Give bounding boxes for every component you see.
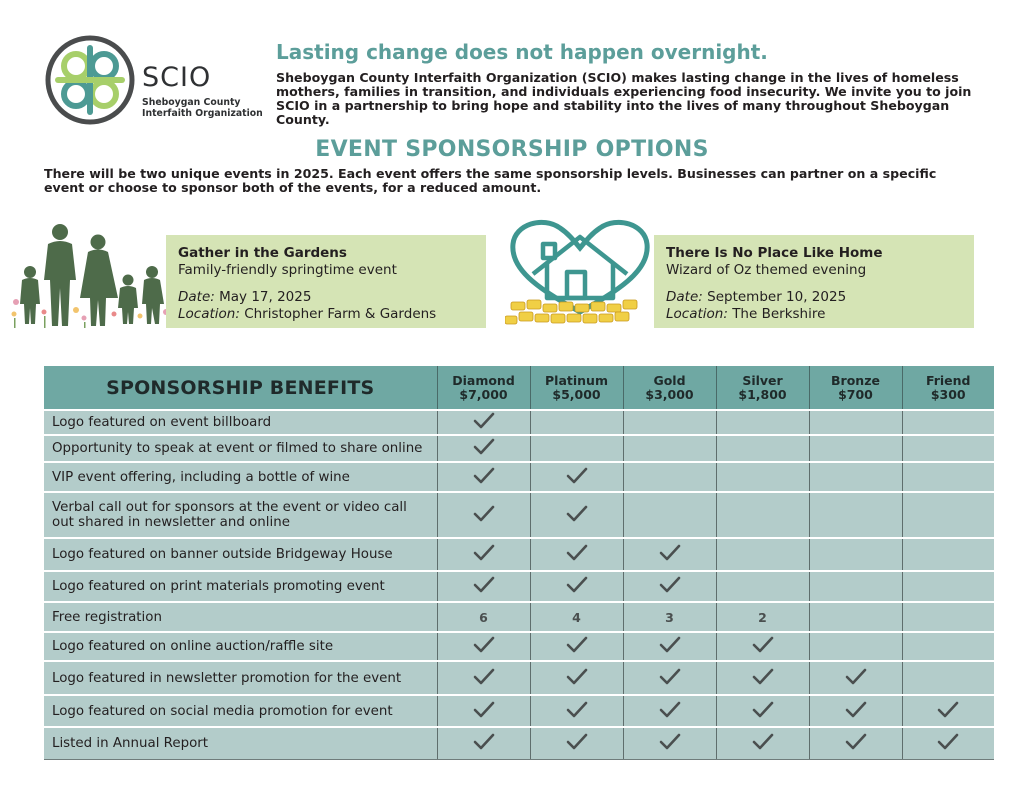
level-cell <box>437 695 530 727</box>
table-row <box>44 602 994 632</box>
level-cell-empty <box>716 410 809 435</box>
level-cell <box>530 571 623 602</box>
level-cell-empty <box>530 435 623 462</box>
level-header-platinum: Platinum $5,000 <box>530 366 623 410</box>
benefit-label: Listed in Annual Report <box>44 727 437 759</box>
level-cell-empty <box>902 571 994 602</box>
check-icon <box>752 733 774 754</box>
level-header-friend: Friend $300 <box>902 366 994 410</box>
level-header-silver: Silver $1,800 <box>716 366 809 410</box>
level-cell-empty <box>623 462 716 492</box>
check-icon <box>937 701 959 722</box>
level-cell-empty <box>809 410 902 435</box>
level-cell-empty <box>902 632 994 661</box>
table-row <box>44 492 994 538</box>
check-icon <box>752 668 774 689</box>
level-cell <box>623 727 716 759</box>
level-cell-empty <box>809 538 902 571</box>
level-cell <box>437 410 530 435</box>
level-cell <box>437 632 530 661</box>
table-header-row <box>44 366 994 410</box>
level-cell-empty <box>716 492 809 538</box>
level-cell <box>809 695 902 727</box>
event-location: Christopher Farm & Gardens <box>244 306 437 322</box>
level-cell <box>437 727 530 759</box>
event-card-gardens <box>166 235 486 328</box>
level-cell-empty <box>809 462 902 492</box>
check-icon <box>752 701 774 722</box>
check-icon <box>473 505 495 526</box>
event-location-label: Location: <box>178 306 240 322</box>
check-icon <box>473 438 495 459</box>
check-icon <box>845 733 867 754</box>
benefit-label: Logo featured on social media promotion for event <box>44 695 437 727</box>
level-cell-empty <box>716 538 809 571</box>
level-cell-empty <box>902 538 994 571</box>
scio-knot-logo-icon <box>44 34 136 126</box>
level-header-gold: Gold $3,000 <box>623 366 716 410</box>
level-cell <box>437 435 530 462</box>
level-cell <box>623 571 716 602</box>
logo-name: SCIO <box>142 62 212 93</box>
level-cell-empty <box>623 410 716 435</box>
heart-house-art <box>505 212 655 332</box>
level-cell <box>530 538 623 571</box>
level-cell-empty <box>902 410 994 435</box>
level-cell-empty <box>902 661 994 695</box>
table-body <box>44 410 994 759</box>
event-date: May 17, 2025 <box>219 289 312 305</box>
check-icon <box>566 636 588 657</box>
check-icon <box>473 701 495 722</box>
level-cell <box>623 538 716 571</box>
event-date: September 10, 2025 <box>707 289 847 305</box>
check-icon <box>566 505 588 526</box>
level-cell <box>530 727 623 759</box>
event-location-label: Location: <box>666 306 728 322</box>
level-cell <box>437 492 530 538</box>
table-row <box>44 538 994 571</box>
check-icon <box>937 733 959 754</box>
level-cell-empty <box>623 492 716 538</box>
level-cell <box>530 492 623 538</box>
check-icon <box>659 576 681 597</box>
level-cell <box>530 632 623 661</box>
check-icon <box>566 467 588 488</box>
scio-logo <box>44 34 263 126</box>
level-cell-empty <box>809 632 902 661</box>
level-cell <box>623 632 716 661</box>
benefit-label: VIP event offering, including a bottle of wine <box>44 462 437 492</box>
check-icon <box>659 544 681 565</box>
level-cell <box>716 632 809 661</box>
benefit-label: Logo featured on banner outside Bridgeway House <box>44 538 437 571</box>
level-cell-value: 3 <box>623 602 716 632</box>
level-cell <box>437 661 530 695</box>
check-icon <box>659 733 681 754</box>
level-cell-empty <box>902 462 994 492</box>
check-icon <box>659 636 681 657</box>
level-cell-empty <box>716 571 809 602</box>
level-cell <box>530 661 623 695</box>
level-cell <box>716 695 809 727</box>
benefit-label: Logo featured on online auction/raffle site <box>44 632 437 661</box>
check-icon <box>752 636 774 657</box>
check-icon <box>473 544 495 565</box>
table-row <box>44 571 994 602</box>
level-cell <box>530 462 623 492</box>
level-cell <box>437 571 530 602</box>
event-description: Family-friendly springtime event <box>178 262 397 278</box>
event-date-label: Date: <box>178 289 215 305</box>
table-row <box>44 462 994 492</box>
event-name: Gather in the Gardens <box>178 245 347 261</box>
benefit-label: Verbal call out for sponsors at the event or video call out shared in newsletter and online <box>44 492 437 538</box>
level-cell <box>623 695 716 727</box>
level-cell-empty <box>530 410 623 435</box>
table-row <box>44 410 994 435</box>
level-cell <box>437 462 530 492</box>
level-cell-empty <box>623 435 716 462</box>
table-row <box>44 727 994 759</box>
table-row <box>44 695 994 727</box>
benefit-label: Logo featured on print materials promoting event <box>44 571 437 602</box>
event-card-home <box>654 235 974 328</box>
level-cell <box>437 538 530 571</box>
logo-subtitle-line2: Interfaith Organization <box>142 108 263 119</box>
check-icon <box>659 701 681 722</box>
check-icon <box>473 576 495 597</box>
level-cell-empty <box>809 602 902 632</box>
event-name: There Is No Place Like Home <box>666 245 883 261</box>
level-cell <box>716 661 809 695</box>
level-cell-empty <box>902 435 994 462</box>
level-header-diamond: Diamond $7,000 <box>437 366 530 410</box>
level-header-bronze: Bronze $700 <box>809 366 902 410</box>
benefit-label: Free registration <box>44 602 437 632</box>
level-cell <box>902 727 994 759</box>
section-intro: There will be two unique events in 2025. Each event offers the same sponsorship levels. Businesses can partner on a specific event or choose to sponsor both of the events, for a reduced amount. <box>44 166 937 195</box>
event-date-label: Date: <box>666 289 703 305</box>
benefit-label: Opportunity to speak at event or filmed to share online <box>44 435 437 462</box>
check-icon <box>473 467 495 488</box>
check-icon <box>845 701 867 722</box>
level-cell <box>623 661 716 695</box>
level-cell-empty <box>716 435 809 462</box>
level-cell-empty <box>809 435 902 462</box>
check-icon <box>473 636 495 657</box>
table-row <box>44 632 994 661</box>
benefits-column-header: SPONSORSHIP BENEFITS <box>44 366 437 410</box>
check-icon <box>473 412 495 433</box>
check-icon <box>566 576 588 597</box>
check-icon <box>566 701 588 722</box>
event-description: Wizard of Oz themed evening <box>666 262 867 278</box>
table-row <box>44 661 994 695</box>
level-cell-empty <box>902 492 994 538</box>
check-icon <box>473 668 495 689</box>
check-icon <box>566 544 588 565</box>
level-cell-empty <box>902 602 994 632</box>
intro-paragraph: Sheboygan County Interfaith Organization (SCIO) makes lasting change in the lives of homeless mothers, families in transition, and individuals experiencing food insecurity. We invite you to join SCIO in a partnership to bring hope and stability into the lives of many throughout Sheboygan County. <box>276 70 972 127</box>
sponsorship-benefits-table <box>44 366 994 760</box>
check-icon <box>473 733 495 754</box>
level-cell <box>530 695 623 727</box>
check-icon <box>566 733 588 754</box>
level-cell <box>809 661 902 695</box>
section-title: EVENT SPONSORSHIP OPTIONS <box>315 137 709 162</box>
event-location: The Berkshire <box>732 306 826 322</box>
level-cell-value: 4 <box>530 602 623 632</box>
level-cell-empty <box>716 462 809 492</box>
level-cell <box>902 695 994 727</box>
benefit-label: Logo featured in newsletter promotion for the event <box>44 661 437 695</box>
level-cell-value: 2 <box>716 602 809 632</box>
check-icon <box>566 668 588 689</box>
benefit-label: Logo featured on event billboard <box>44 410 437 435</box>
level-cell <box>716 727 809 759</box>
table-row <box>44 435 994 462</box>
level-cell-empty <box>809 492 902 538</box>
level-cell-value: 6 <box>437 602 530 632</box>
check-icon <box>659 668 681 689</box>
family-silhouette-art <box>10 218 170 330</box>
logo-subtitle-line1: Sheboygan County <box>142 97 241 108</box>
tagline: Lasting change does not happen overnight. <box>276 40 768 64</box>
level-cell <box>809 727 902 759</box>
check-icon <box>845 668 867 689</box>
level-cell-empty <box>809 571 902 602</box>
